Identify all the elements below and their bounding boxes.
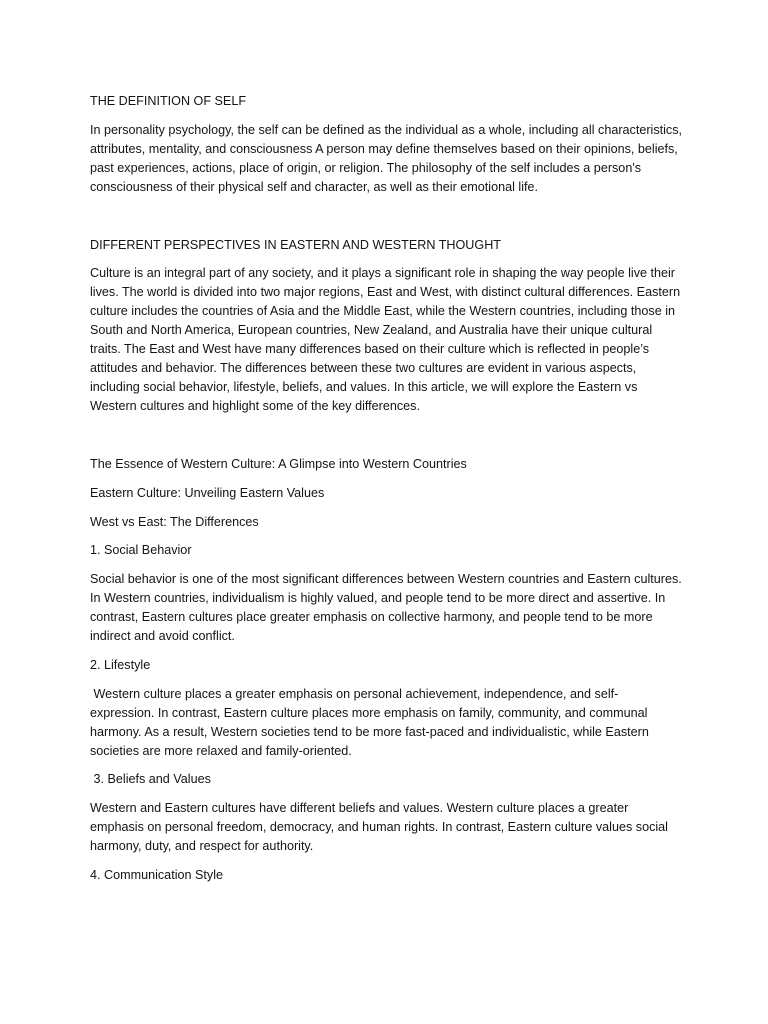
paragraph-culture: Culture is an integral part of any society, and it plays a significant role in shaping the way people live their lives. The world is divided into two major regions, East and West, with distinct cultural differences. Eastern culture includes the countries of Asia and the Middle East, while the Western countries, including those in South and North America, European countries, New Zealand, and Australia have their unique cultural traits. The East and West have many differences based on their culture which is reflected in people’s attitudes and behavior. The differences between these two cultures are evident in various aspects, including social behavior, lifestyle, beliefs, and values. In this article, we will explore the Eastern vs Western cultures and highlight some of the key differences. (90, 266, 681, 413)
paragraph-definition: In personality psychology, the self can be defined as the individual as a whole, including all characteristics, attributes, mentality, and consciousness A person may define themselves based on their opinions, beliefs, past experiences, actions, place of origin, or religion. The philosophy of the self includes a person's consciousness of their physical self and character, as well as their emotional life. (90, 122, 683, 194)
item-communication-title: 4. Communication Style (90, 868, 223, 883)
line-essence-western: The Essence of Western Culture: A Glimpse into Western Countries (90, 456, 467, 471)
item-lifestyle-title: 2. Lifestyle (90, 657, 151, 672)
heading-definition-of-self: THE DEFINITION OF SELF (90, 94, 247, 108)
heading-perspectives: DIFFERENT PERSPECTIVES IN EASTERN AND WESTERN THOUGHT (90, 237, 501, 252)
line-eastern-culture: Eastern Culture: Unveiling Eastern Values (90, 485, 325, 500)
line-west-vs-east: West vs East: The Differences (90, 514, 259, 529)
item-beliefs-title: 3. Beliefs and Values (90, 772, 211, 787)
item-beliefs-text: Western and Eastern cultures have different beliefs and values. Western culture places a greater emphasis on personal freedom, democracy, and human rights. In contrast, Eastern culture values social harmony, duty, and respect for authority. (90, 801, 668, 854)
item-social-behavior-text: Social behavior is one of the most significant differences between Western countries and Eastern cultures. In Western countries, individualism is highly valued, and people tend to be more direct and assertive. In contrast, Eastern cultures place greater emphasis on collective harmony, and people tend to be more indirect and avoid conflict. (90, 572, 682, 644)
item-lifestyle-text: Western culture places a greater emphasis on personal achievement, independence, and self-expression. In contrast, Eastern culture places more emphasis on family, community, and communal harmony. As a result, Western societies tend to be more fast-paced and individualistic, while Eastern societies are more relaxed and family-oriented. (90, 686, 653, 758)
item-social-behavior-title: 1. Social Behavior (90, 543, 192, 558)
